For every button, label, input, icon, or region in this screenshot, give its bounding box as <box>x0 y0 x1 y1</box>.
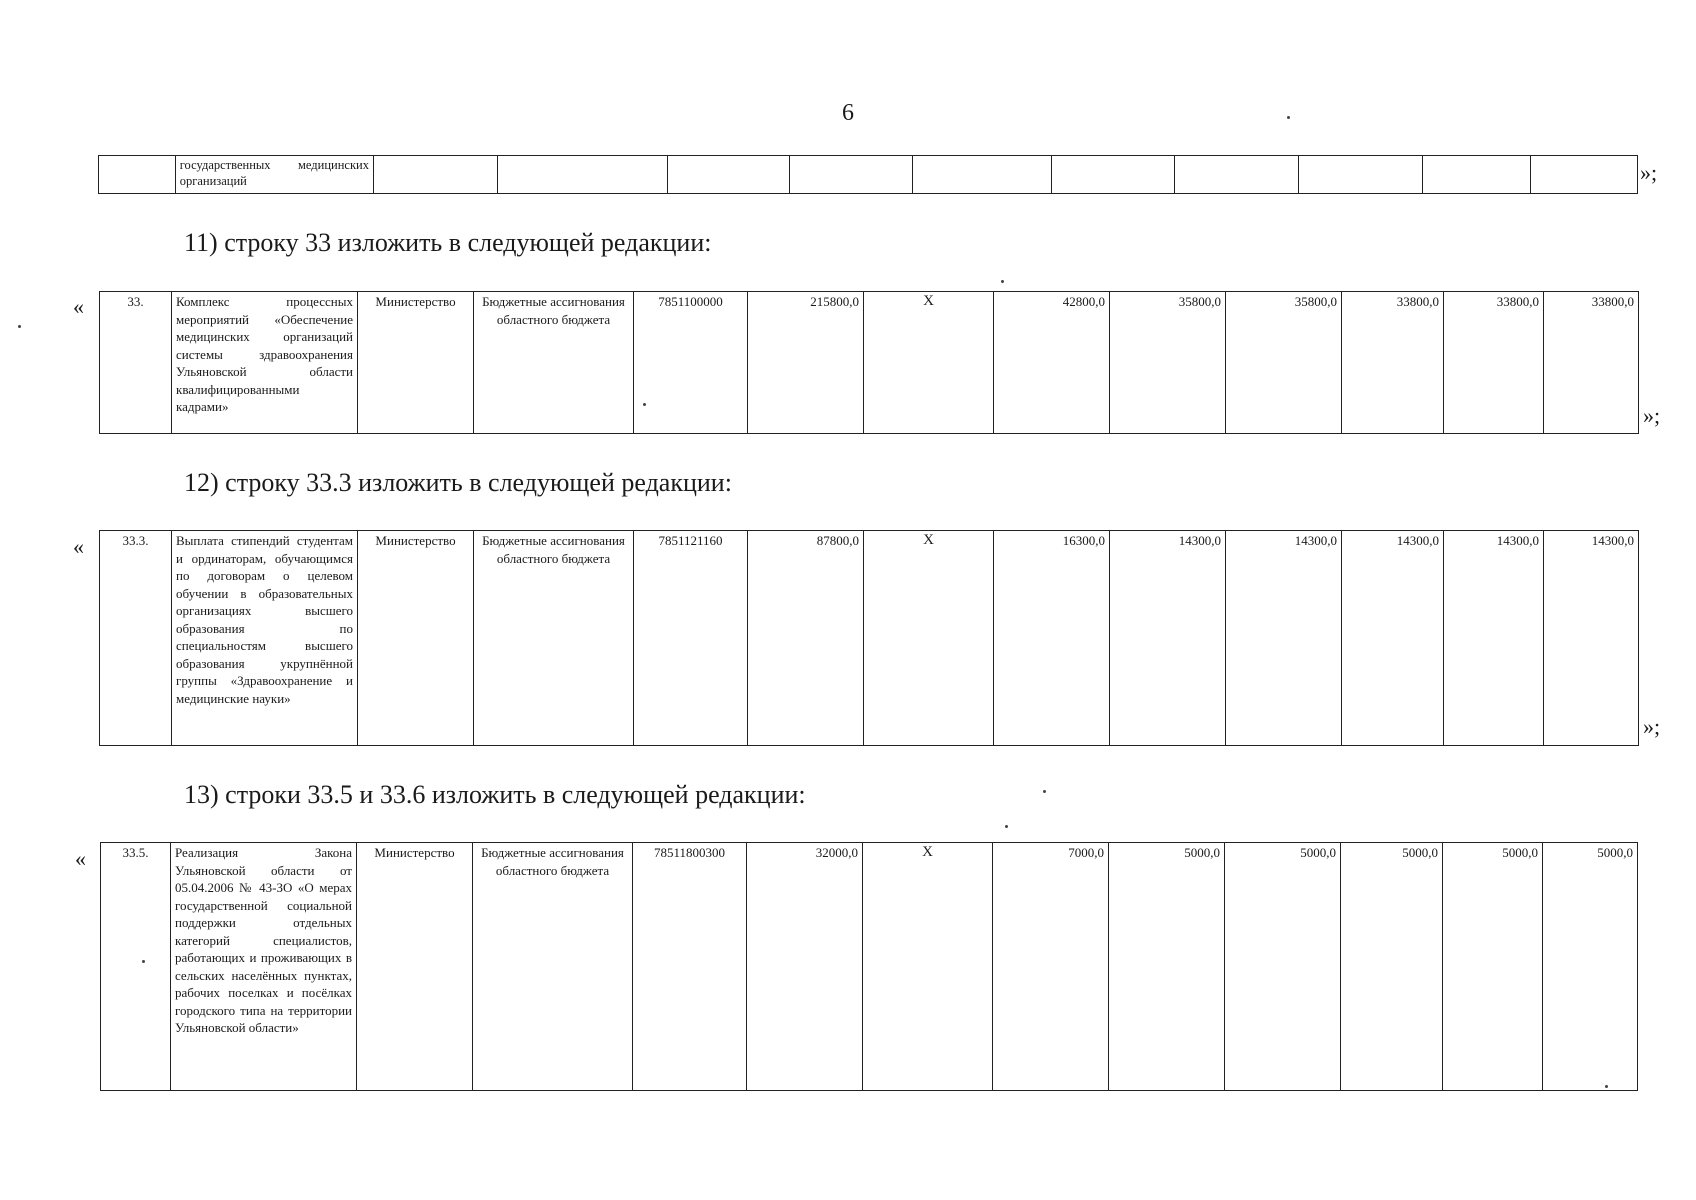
section-11-open-mark: « <box>73 294 84 319</box>
table-row <box>100 292 1639 434</box>
scan-speck <box>1005 825 1008 828</box>
row-source-cell: Бюджетные ассигнования областного бюджета <box>474 531 634 746</box>
scan-speck <box>18 325 21 328</box>
table-cell <box>1175 156 1299 194</box>
row-executor-cell: Министерство <box>357 843 473 1091</box>
row-year-cell: 33800,0 <box>1444 292 1544 434</box>
table-cell <box>1299 156 1423 194</box>
table-cell <box>497 156 668 194</box>
section-12-close-mark: »; <box>1643 714 1661 739</box>
section-11-close-mark: »; <box>1643 403 1661 428</box>
table-cell <box>373 156 497 194</box>
row-executor-cell: Министерство <box>358 292 474 434</box>
table-cell <box>1531 156 1638 194</box>
scan-speck <box>1287 116 1290 119</box>
row-number-cell: 33.5. <box>101 843 171 1091</box>
row-year-cell: 5000,0 <box>1341 843 1443 1091</box>
row-year-cell: 5000,0 <box>1109 843 1225 1091</box>
scan-speck <box>1043 790 1046 793</box>
fragment-name-cell: государственных медицинских организаций <box>175 156 373 194</box>
row-year-cell: 14300,0 <box>1110 531 1226 746</box>
table-cell <box>913 156 1052 194</box>
row-year-cell: 7000,0 <box>993 843 1109 1091</box>
page-number: 6 <box>842 100 854 126</box>
row-mark-cell: Х <box>864 292 994 434</box>
row-mark-cell: Х <box>864 531 994 746</box>
row-code-cell: 7851100000 <box>634 292 748 434</box>
top-fragment-close-mark: »; <box>1640 160 1658 185</box>
row-year-cell: 42800,0 <box>994 292 1110 434</box>
row-year-cell: 14300,0 <box>1226 531 1342 746</box>
section-13-heading: 13) строки 33.5 и 33.6 изложить в следующей редакции: <box>184 780 806 809</box>
row-year-cell: 16300,0 <box>994 531 1110 746</box>
table-cell <box>99 156 176 194</box>
row-year-cell: 5000,0 <box>1225 843 1341 1091</box>
scan-speck <box>643 403 646 406</box>
scan-speck <box>142 960 145 963</box>
row-source-cell: Бюджетные ассигнования областного бюджета <box>474 292 634 434</box>
row-number-cell: 33.3. <box>100 531 172 746</box>
row-year-cell: 14300,0 <box>1444 531 1544 746</box>
row-year-cell: 5000,0 <box>1543 843 1638 1091</box>
section-12-heading: 12) строку 33.3 изложить в следующей редакции: <box>184 468 732 497</box>
top-fragment-table <box>98 155 1638 194</box>
section-13-table <box>100 842 1638 1091</box>
row-year-cell: 35800,0 <box>1226 292 1342 434</box>
section-11-table <box>99 291 1639 434</box>
row-year-cell: 5000,0 <box>1443 843 1543 1091</box>
row-year-cell: 33800,0 <box>1544 292 1639 434</box>
row-total-cell: 32000,0 <box>747 843 863 1091</box>
row-year-cell: 33800,0 <box>1342 292 1444 434</box>
row-year-cell: 14300,0 <box>1342 531 1444 746</box>
row-code-cell: 78511800300 <box>633 843 747 1091</box>
table-row <box>100 531 1639 746</box>
row-mark-cell: Х <box>863 843 993 1091</box>
section-12-open-mark: « <box>73 534 84 559</box>
row-total-cell: 215800,0 <box>748 292 864 434</box>
table-cell <box>668 156 790 194</box>
row-name-cell: Выплата стипендий студентам и ординаторам, обучающимся по договорам о целевом обучении в образовательных организациях высшего образования по специальностям высшего образования укрупнённой группы «Здравоохранение и медицинские науки» <box>172 531 358 746</box>
row-year-cell: 14300,0 <box>1544 531 1639 746</box>
section-12-table <box>99 530 1639 746</box>
section-13-open-mark: « <box>75 846 86 871</box>
scan-speck <box>1001 280 1004 283</box>
row-executor-cell: Министерство <box>358 531 474 746</box>
row-year-cell: 35800,0 <box>1110 292 1226 434</box>
section-11-heading: 11) строку 33 изложить в следующей редакции: <box>184 228 712 257</box>
row-code-cell: 7851121160 <box>634 531 748 746</box>
table-row <box>101 843 1638 1091</box>
row-number-cell: 33. <box>100 292 172 434</box>
table-cell <box>1051 156 1175 194</box>
row-name-cell: Комплекс процессных мероприятий «Обеспечение медицинских организаций системы здравоохранения Ульяновской области квалифицированными кадрами» <box>172 292 358 434</box>
row-source-cell: Бюджетные ассигнования областного бюджета <box>473 843 633 1091</box>
table-cell <box>789 156 913 194</box>
table-cell <box>1422 156 1531 194</box>
scan-speck <box>1605 1085 1608 1088</box>
row-name-cell: Реализация Закона Ульяновской области от 05.04.2006 № 43-ЗО «О мерах государственной социальной поддержки отдельных категорий специалистов, работающих и проживающих в сельских населённых пунктах, рабочих поселках и посёлках городского типа на территории Ульяновской области» <box>171 843 357 1091</box>
row-total-cell: 87800,0 <box>748 531 864 746</box>
